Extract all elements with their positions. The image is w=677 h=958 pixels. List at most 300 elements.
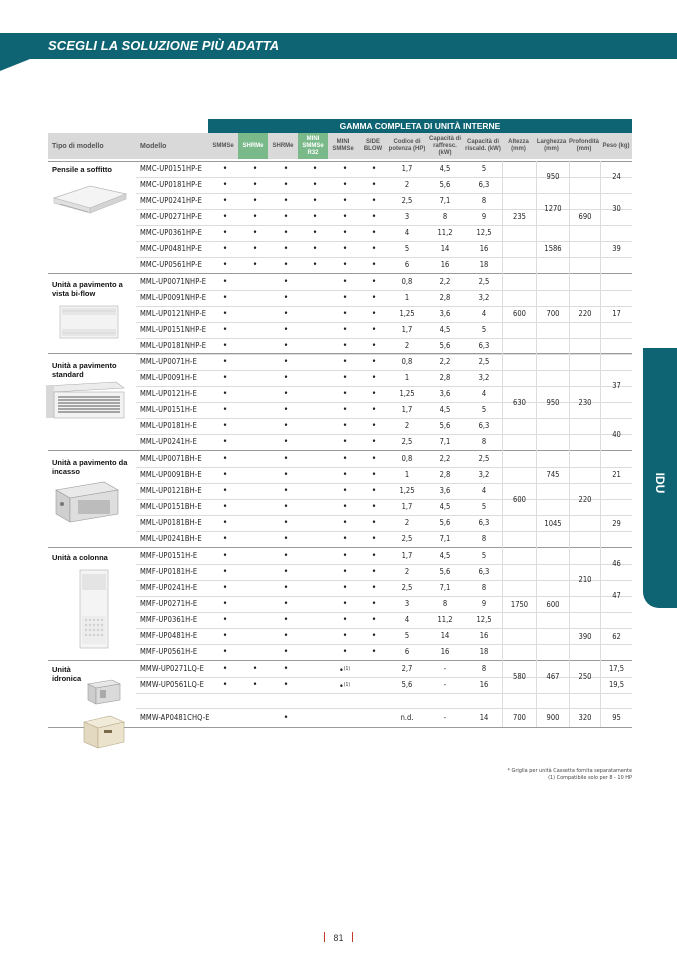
availability-dot: • bbox=[283, 164, 289, 174]
col-cap-risc: Capacità di riscald. (kW) bbox=[465, 139, 501, 152]
value-h: 5 bbox=[481, 164, 487, 173]
value-h: 12,5 bbox=[476, 615, 492, 624]
availability-dot: • bbox=[371, 196, 377, 206]
availability-dot: • bbox=[342, 486, 348, 496]
table-banner: GAMMA COMPLETA DI UNITÀ INTERNE bbox=[208, 119, 632, 133]
availability-dot: •$^{(1)}$ bbox=[339, 666, 351, 676]
value-c: - bbox=[443, 713, 447, 722]
availability-dot: • bbox=[222, 647, 228, 657]
availability-dot: • bbox=[342, 373, 348, 383]
availability-dot: • bbox=[222, 180, 228, 190]
model-code: MMF-UP0361H-E bbox=[140, 615, 198, 624]
availability-dot: • bbox=[222, 421, 228, 431]
table-header bbox=[48, 133, 632, 159]
availability-dot: • bbox=[283, 277, 289, 287]
value-hp: 6 bbox=[404, 260, 410, 269]
availability-dot: • bbox=[342, 518, 348, 528]
value-c: 11,2 bbox=[437, 615, 453, 624]
model-code: MMF-UP0561H-E bbox=[140, 647, 198, 656]
availability-dot: • bbox=[371, 325, 377, 335]
cell-divider bbox=[601, 612, 632, 613]
availability-dot: • bbox=[252, 180, 258, 190]
side-tab-label-wrap bbox=[648, 463, 672, 503]
availability-dot: • bbox=[222, 551, 228, 561]
availability-dot: • bbox=[342, 534, 348, 544]
availability-dot: • bbox=[371, 567, 377, 577]
value-hp: 2,5 bbox=[401, 534, 413, 543]
value-hp: 3 bbox=[404, 212, 410, 221]
availability-dot: • bbox=[283, 534, 289, 544]
model-code: MMF-UP0151H-E bbox=[140, 551, 198, 560]
value-c: 14 bbox=[440, 631, 450, 640]
availability-dot: • bbox=[222, 325, 228, 335]
availability-dot: • bbox=[252, 196, 258, 206]
value-h: 16 bbox=[479, 244, 489, 253]
availability-dot: • bbox=[342, 309, 348, 319]
page-number bbox=[0, 932, 677, 944]
row-divider bbox=[136, 693, 632, 694]
availability-dot: • bbox=[342, 228, 348, 238]
value-c: - bbox=[443, 680, 447, 689]
value-hp: 2 bbox=[404, 180, 410, 189]
standard-floor-unit-image bbox=[42, 378, 128, 422]
value-c: 4,5 bbox=[439, 551, 451, 560]
value-h: 6,3 bbox=[478, 567, 490, 576]
value-c: 2,2 bbox=[439, 357, 451, 366]
group-divider bbox=[48, 727, 632, 728]
col-codice: Codice di potenza (HP) bbox=[388, 139, 426, 152]
availability-dot: • bbox=[342, 405, 348, 415]
value-h: 2,5 bbox=[478, 454, 490, 463]
availability-dot: • bbox=[342, 470, 348, 480]
availability-dot: • bbox=[371, 309, 377, 319]
availability-dot: • bbox=[222, 454, 228, 464]
cell-divider bbox=[601, 193, 632, 194]
model-code: MMC-UP0241HP-E bbox=[140, 196, 203, 205]
peso-value: 24 bbox=[612, 172, 621, 181]
availability-dot: • bbox=[342, 631, 348, 641]
model-code: MMW-AP0481CHQ-E bbox=[140, 713, 210, 722]
value-h: 3,2 bbox=[478, 470, 490, 479]
availability-dot: • bbox=[222, 437, 228, 447]
value-h: 4 bbox=[481, 309, 487, 318]
availability-dot: • bbox=[283, 713, 289, 723]
value-c: 5,6 bbox=[439, 567, 451, 576]
value-h: 12,5 bbox=[476, 228, 492, 237]
availability-dot: • bbox=[283, 454, 289, 464]
value-hp: 1,25 bbox=[399, 389, 415, 398]
availability-dot: • bbox=[312, 228, 318, 238]
value-h: 18 bbox=[479, 647, 489, 656]
availability-dot: • bbox=[222, 260, 228, 270]
availability-dot: • bbox=[371, 389, 377, 399]
availability-dot: • bbox=[283, 664, 289, 674]
availability-dot: • bbox=[222, 502, 228, 512]
value-hp: 1,25 bbox=[399, 309, 415, 318]
value-h: 8 bbox=[481, 196, 487, 205]
availability-dot: • bbox=[371, 373, 377, 383]
value-hp: 2,7 bbox=[401, 664, 413, 673]
value-hp: 1,7 bbox=[401, 325, 413, 334]
larghezza-value: 950 bbox=[546, 398, 560, 407]
profondita-value: 220 bbox=[578, 309, 592, 318]
value-h: 2,5 bbox=[478, 357, 490, 366]
larghezza-value: 600 bbox=[546, 600, 560, 609]
profondita-value: 230 bbox=[578, 398, 592, 407]
model-code: MMF-UP0181H-E bbox=[140, 567, 198, 576]
profondita-value: 390 bbox=[578, 632, 592, 641]
col-tipo: Tipo di modello bbox=[52, 142, 104, 150]
column-unit-image bbox=[70, 568, 120, 650]
altezza-value: 700 bbox=[513, 713, 526, 722]
availability-dot: • bbox=[312, 244, 318, 254]
availability-dot: • bbox=[342, 325, 348, 335]
availability-dot: • bbox=[371, 212, 377, 222]
availability-dot: • bbox=[222, 599, 228, 609]
peso-value: 21 bbox=[612, 470, 621, 479]
col-mini-r32: MINI SMMSe R32 bbox=[298, 133, 328, 159]
peso-value: 46 bbox=[612, 559, 621, 568]
value-h: 14 bbox=[479, 713, 489, 722]
availability-dot: • bbox=[283, 357, 289, 367]
col-mini: MINI SMMSe bbox=[332, 139, 354, 152]
value-h: 8 bbox=[481, 437, 487, 446]
availability-dot: • bbox=[371, 551, 377, 561]
availability-dot: • bbox=[252, 228, 258, 238]
availability-dot: • bbox=[371, 228, 377, 238]
availability-dot: • bbox=[342, 454, 348, 464]
model-code: MMC-UP0561HP-E bbox=[140, 260, 203, 269]
col-peso: Peso (kg) bbox=[602, 142, 630, 149]
availability-dot: • bbox=[252, 680, 258, 690]
value-h: 9 bbox=[481, 599, 487, 608]
availability-dot: • bbox=[371, 518, 377, 528]
peso-value: 19,5 bbox=[608, 680, 625, 689]
value-hp: 1 bbox=[404, 293, 410, 302]
model-code: MMC-UP0481HP-E bbox=[140, 244, 203, 253]
larghezza-value: 900 bbox=[546, 713, 560, 722]
availability-dot: • bbox=[222, 277, 228, 287]
cell-divider bbox=[601, 677, 632, 678]
availability-dot: • bbox=[222, 389, 228, 399]
availability-dot: • bbox=[222, 615, 228, 625]
value-c: 3,6 bbox=[439, 389, 451, 398]
availability-dot: • bbox=[283, 437, 289, 447]
availability-dot: • bbox=[222, 583, 228, 593]
availability-dot: •$^{(1)}$ bbox=[339, 682, 351, 692]
model-code: MML-UP0151BH-E bbox=[140, 502, 202, 511]
availability-dot: • bbox=[371, 454, 377, 464]
col-smms: SMMSe bbox=[212, 142, 234, 149]
value-hp: 1,7 bbox=[401, 164, 413, 173]
availability-dot: • bbox=[222, 486, 228, 496]
value-c: 16 bbox=[440, 647, 450, 656]
value-h: 2,5 bbox=[478, 277, 490, 286]
availability-dot: • bbox=[371, 341, 377, 351]
col-cap-raff: Capacità di raffresc. (kW) bbox=[428, 135, 461, 156]
model-code: MMF-UP0481H-E bbox=[140, 631, 198, 640]
cell-divider bbox=[537, 193, 601, 194]
availability-dot: • bbox=[283, 228, 289, 238]
value-hp: 1 bbox=[404, 373, 410, 382]
peso-value: 39 bbox=[612, 244, 621, 253]
availability-dot: • bbox=[342, 357, 348, 367]
availability-dot: • bbox=[312, 260, 318, 270]
availability-dot: • bbox=[222, 680, 228, 690]
availability-dot: • bbox=[222, 164, 228, 174]
group-name-pensile: Pensile a soffitto bbox=[52, 165, 113, 174]
larghezza-value: 1270 bbox=[544, 204, 562, 213]
value-hp: 1,7 bbox=[401, 551, 413, 560]
cell-divider bbox=[601, 225, 632, 226]
value-c: 5,6 bbox=[439, 180, 451, 189]
availability-dot: • bbox=[283, 615, 289, 625]
value-c: - bbox=[443, 664, 447, 673]
cell-divider bbox=[537, 499, 569, 500]
value-hp: 2 bbox=[404, 567, 410, 576]
availability-dot: • bbox=[371, 244, 377, 254]
larghezza-value: 745 bbox=[546, 470, 560, 479]
altezza-value: 235 bbox=[513, 212, 526, 221]
group-name-biflow: Unità a pavimento a vista bi-flow bbox=[52, 280, 123, 298]
availability-dot: • bbox=[222, 228, 228, 238]
altezza-value: 580 bbox=[513, 672, 526, 681]
peso-value: 29 bbox=[612, 519, 621, 528]
col-altezza: Altezza (mm) bbox=[508, 139, 529, 152]
col-modello: Modello bbox=[140, 142, 167, 150]
value-h: 4 bbox=[481, 389, 487, 398]
availability-dot: • bbox=[342, 293, 348, 303]
profondita-value: 690 bbox=[578, 212, 592, 221]
value-h: 8 bbox=[481, 664, 487, 673]
model-code: MML-UP0151NHP-E bbox=[140, 325, 207, 334]
model-code: MMC-UP0151HP-E bbox=[140, 164, 203, 173]
group-name-standard: Unità a pavimento standard bbox=[52, 361, 117, 379]
model-code: MMF-UP0241H-E bbox=[140, 583, 198, 592]
model-code: MMW-UP0271LQ-E bbox=[140, 664, 204, 673]
availability-dot: • bbox=[283, 567, 289, 577]
model-code: MML-UP0071NHP-E bbox=[140, 277, 207, 286]
model-code: MML-UP0241BH-E bbox=[140, 534, 202, 543]
availability-dot: • bbox=[222, 405, 228, 415]
peso-value: 40 bbox=[612, 430, 621, 439]
model-code: MML-UP0181NHP-E bbox=[140, 341, 207, 350]
availability-dot: • bbox=[371, 421, 377, 431]
availability-dot: • bbox=[371, 615, 377, 625]
value-c: 3,6 bbox=[439, 486, 451, 495]
model-code: MML-UP0121H-E bbox=[140, 389, 197, 398]
value-c: 2,8 bbox=[439, 470, 451, 479]
value-hp: 1 bbox=[404, 470, 410, 479]
availability-dot: • bbox=[342, 260, 348, 270]
availability-dot: • bbox=[342, 599, 348, 609]
model-code: MML-UP0181H-E bbox=[140, 421, 197, 430]
value-hp: 0,8 bbox=[401, 454, 413, 463]
value-hp: 5,6 bbox=[401, 680, 413, 689]
model-code: MMC-UP0271HP-E bbox=[140, 212, 203, 221]
value-h: 8 bbox=[481, 534, 487, 543]
availability-dot: • bbox=[222, 309, 228, 319]
note-2: (1) Compatibile solo per 8 - 10 HP bbox=[548, 775, 632, 781]
page-number-value: 81 bbox=[333, 934, 344, 944]
availability-dot: • bbox=[283, 212, 289, 222]
availability-dot: • bbox=[222, 293, 228, 303]
availability-dot: • bbox=[371, 260, 377, 270]
availability-dot: • bbox=[283, 647, 289, 657]
value-hp: 6 bbox=[404, 647, 410, 656]
availability-dot: • bbox=[371, 502, 377, 512]
larghezza-value: 467 bbox=[546, 672, 560, 681]
value-h: 8 bbox=[481, 583, 487, 592]
footnote-mark: (1) bbox=[343, 682, 351, 688]
availability-dot: • bbox=[342, 244, 348, 254]
value-c: 8 bbox=[442, 212, 448, 221]
value-hp: 0,8 bbox=[401, 277, 413, 286]
footnote-mark: (1) bbox=[343, 666, 351, 672]
value-hp: 2,5 bbox=[401, 583, 413, 592]
availability-dot: • bbox=[283, 196, 289, 206]
larghezza-value: 1045 bbox=[544, 519, 562, 528]
value-h: 4 bbox=[481, 486, 487, 495]
value-c: 7,1 bbox=[439, 196, 451, 205]
model-code: MML-UP0241H-E bbox=[140, 437, 197, 446]
value-c: 2,2 bbox=[439, 454, 451, 463]
value-c: 7,1 bbox=[439, 583, 451, 592]
availability-dot: • bbox=[283, 421, 289, 431]
availability-dot: • bbox=[371, 180, 377, 190]
availability-dot: • bbox=[371, 631, 377, 641]
availability-dot: • bbox=[312, 164, 318, 174]
col-shrm: SHRMe bbox=[238, 133, 268, 159]
availability-dot: • bbox=[371, 277, 377, 287]
availability-dot: • bbox=[222, 373, 228, 383]
availability-dot: • bbox=[283, 518, 289, 528]
availability-dot: • bbox=[283, 309, 289, 319]
altezza-value: 600 bbox=[513, 495, 526, 504]
col-shrmo: SHRMe bbox=[272, 142, 294, 149]
value-hp: 4 bbox=[404, 228, 410, 237]
altezza-value: 1750 bbox=[510, 600, 529, 609]
cell-divider bbox=[601, 418, 632, 419]
availability-dot: • bbox=[283, 260, 289, 270]
availability-dot: • bbox=[283, 680, 289, 690]
availability-dot: • bbox=[283, 293, 289, 303]
availability-dot: • bbox=[342, 212, 348, 222]
value-h: 5 bbox=[481, 551, 487, 560]
availability-dot: • bbox=[283, 373, 289, 383]
availability-dot: • bbox=[312, 212, 318, 222]
value-c: 5,6 bbox=[439, 341, 451, 350]
cell-divider bbox=[570, 612, 600, 613]
larghezza-value: 950 bbox=[546, 172, 560, 181]
biflow-floor-unit-image bbox=[50, 300, 128, 344]
model-code: MML-UP0151H-E bbox=[140, 405, 197, 414]
col-profondita: Profondità (mm) bbox=[569, 139, 599, 152]
value-c: 3,6 bbox=[439, 309, 451, 318]
availability-dot: • bbox=[222, 244, 228, 254]
peso-value: 37 bbox=[612, 381, 621, 390]
cell-divider bbox=[537, 225, 601, 226]
availability-dot: • bbox=[222, 518, 228, 528]
hydronic-outdoor-unit-image bbox=[80, 714, 128, 750]
availability-dot: • bbox=[222, 212, 228, 222]
model-code: MMW-UP0561LQ-E bbox=[140, 680, 204, 689]
availability-dot: • bbox=[342, 615, 348, 625]
availability-dot: • bbox=[312, 196, 318, 206]
model-code: MML-UP0181BH-E bbox=[140, 518, 202, 527]
value-hp: 5 bbox=[404, 631, 410, 640]
availability-dot: • bbox=[342, 583, 348, 593]
availability-dot: • bbox=[342, 567, 348, 577]
availability-dot: • bbox=[252, 244, 258, 254]
availability-dot: • bbox=[371, 534, 377, 544]
availability-dot: • bbox=[283, 325, 289, 335]
model-code: MMF-UP0271H-E bbox=[140, 599, 198, 608]
peso-value: 95 bbox=[612, 713, 621, 722]
availability-dot: • bbox=[252, 164, 258, 174]
model-code: MMC-UP0361HP-E bbox=[140, 228, 203, 237]
value-hp: 4 bbox=[404, 615, 410, 624]
availability-dot: • bbox=[342, 389, 348, 399]
group-name-idronica: Unità idronica bbox=[52, 665, 82, 683]
value-hp: 5 bbox=[404, 244, 410, 253]
availability-dot: • bbox=[283, 502, 289, 512]
availability-dot: • bbox=[371, 405, 377, 415]
value-c: 8 bbox=[442, 599, 448, 608]
larghezza-value: 700 bbox=[546, 309, 560, 318]
availability-dot: • bbox=[252, 260, 258, 270]
availability-dot: • bbox=[342, 437, 348, 447]
row-divider bbox=[136, 708, 632, 709]
availability-dot: • bbox=[222, 534, 228, 544]
availability-dot: • bbox=[283, 389, 289, 399]
availability-dot: • bbox=[283, 470, 289, 480]
availability-dot: • bbox=[371, 647, 377, 657]
peso-value: 62 bbox=[612, 632, 621, 641]
value-h: 3,2 bbox=[478, 293, 490, 302]
profondita-value: 220 bbox=[578, 495, 592, 504]
availability-dot: • bbox=[283, 341, 289, 351]
side-tab-label: IDU bbox=[653, 472, 667, 494]
value-hp: 0,8 bbox=[401, 357, 413, 366]
value-h: 5 bbox=[481, 502, 487, 511]
value-hp: 3 bbox=[404, 599, 410, 608]
altezza-value: 630 bbox=[513, 398, 526, 407]
value-hp: 2 bbox=[404, 518, 410, 527]
availability-dot: • bbox=[342, 196, 348, 206]
group-name-colonna: Unità a colonna bbox=[52, 553, 108, 562]
availability-dot: • bbox=[342, 180, 348, 190]
value-c: 4,5 bbox=[439, 325, 451, 334]
availability-dot: • bbox=[342, 341, 348, 351]
availability-dot: • bbox=[342, 164, 348, 174]
value-c: 7,1 bbox=[439, 534, 451, 543]
peso-value: 17,5 bbox=[608, 664, 625, 673]
group-name-incasso: Unità a pavimento da incasso bbox=[52, 458, 128, 476]
availability-dot: • bbox=[222, 196, 228, 206]
value-h: 6,3 bbox=[478, 518, 490, 527]
availability-dot: • bbox=[312, 180, 318, 190]
value-hp: 2,5 bbox=[401, 196, 413, 205]
col-larghezza: Larghezza (mm) bbox=[536, 139, 567, 152]
availability-dot: • bbox=[283, 180, 289, 190]
concealed-floor-unit-image bbox=[48, 478, 128, 528]
cell-divider bbox=[601, 499, 632, 500]
availability-dot: • bbox=[371, 486, 377, 496]
value-h: 6,3 bbox=[478, 180, 490, 189]
availability-dot: • bbox=[283, 405, 289, 415]
value-h: 16 bbox=[479, 680, 489, 689]
